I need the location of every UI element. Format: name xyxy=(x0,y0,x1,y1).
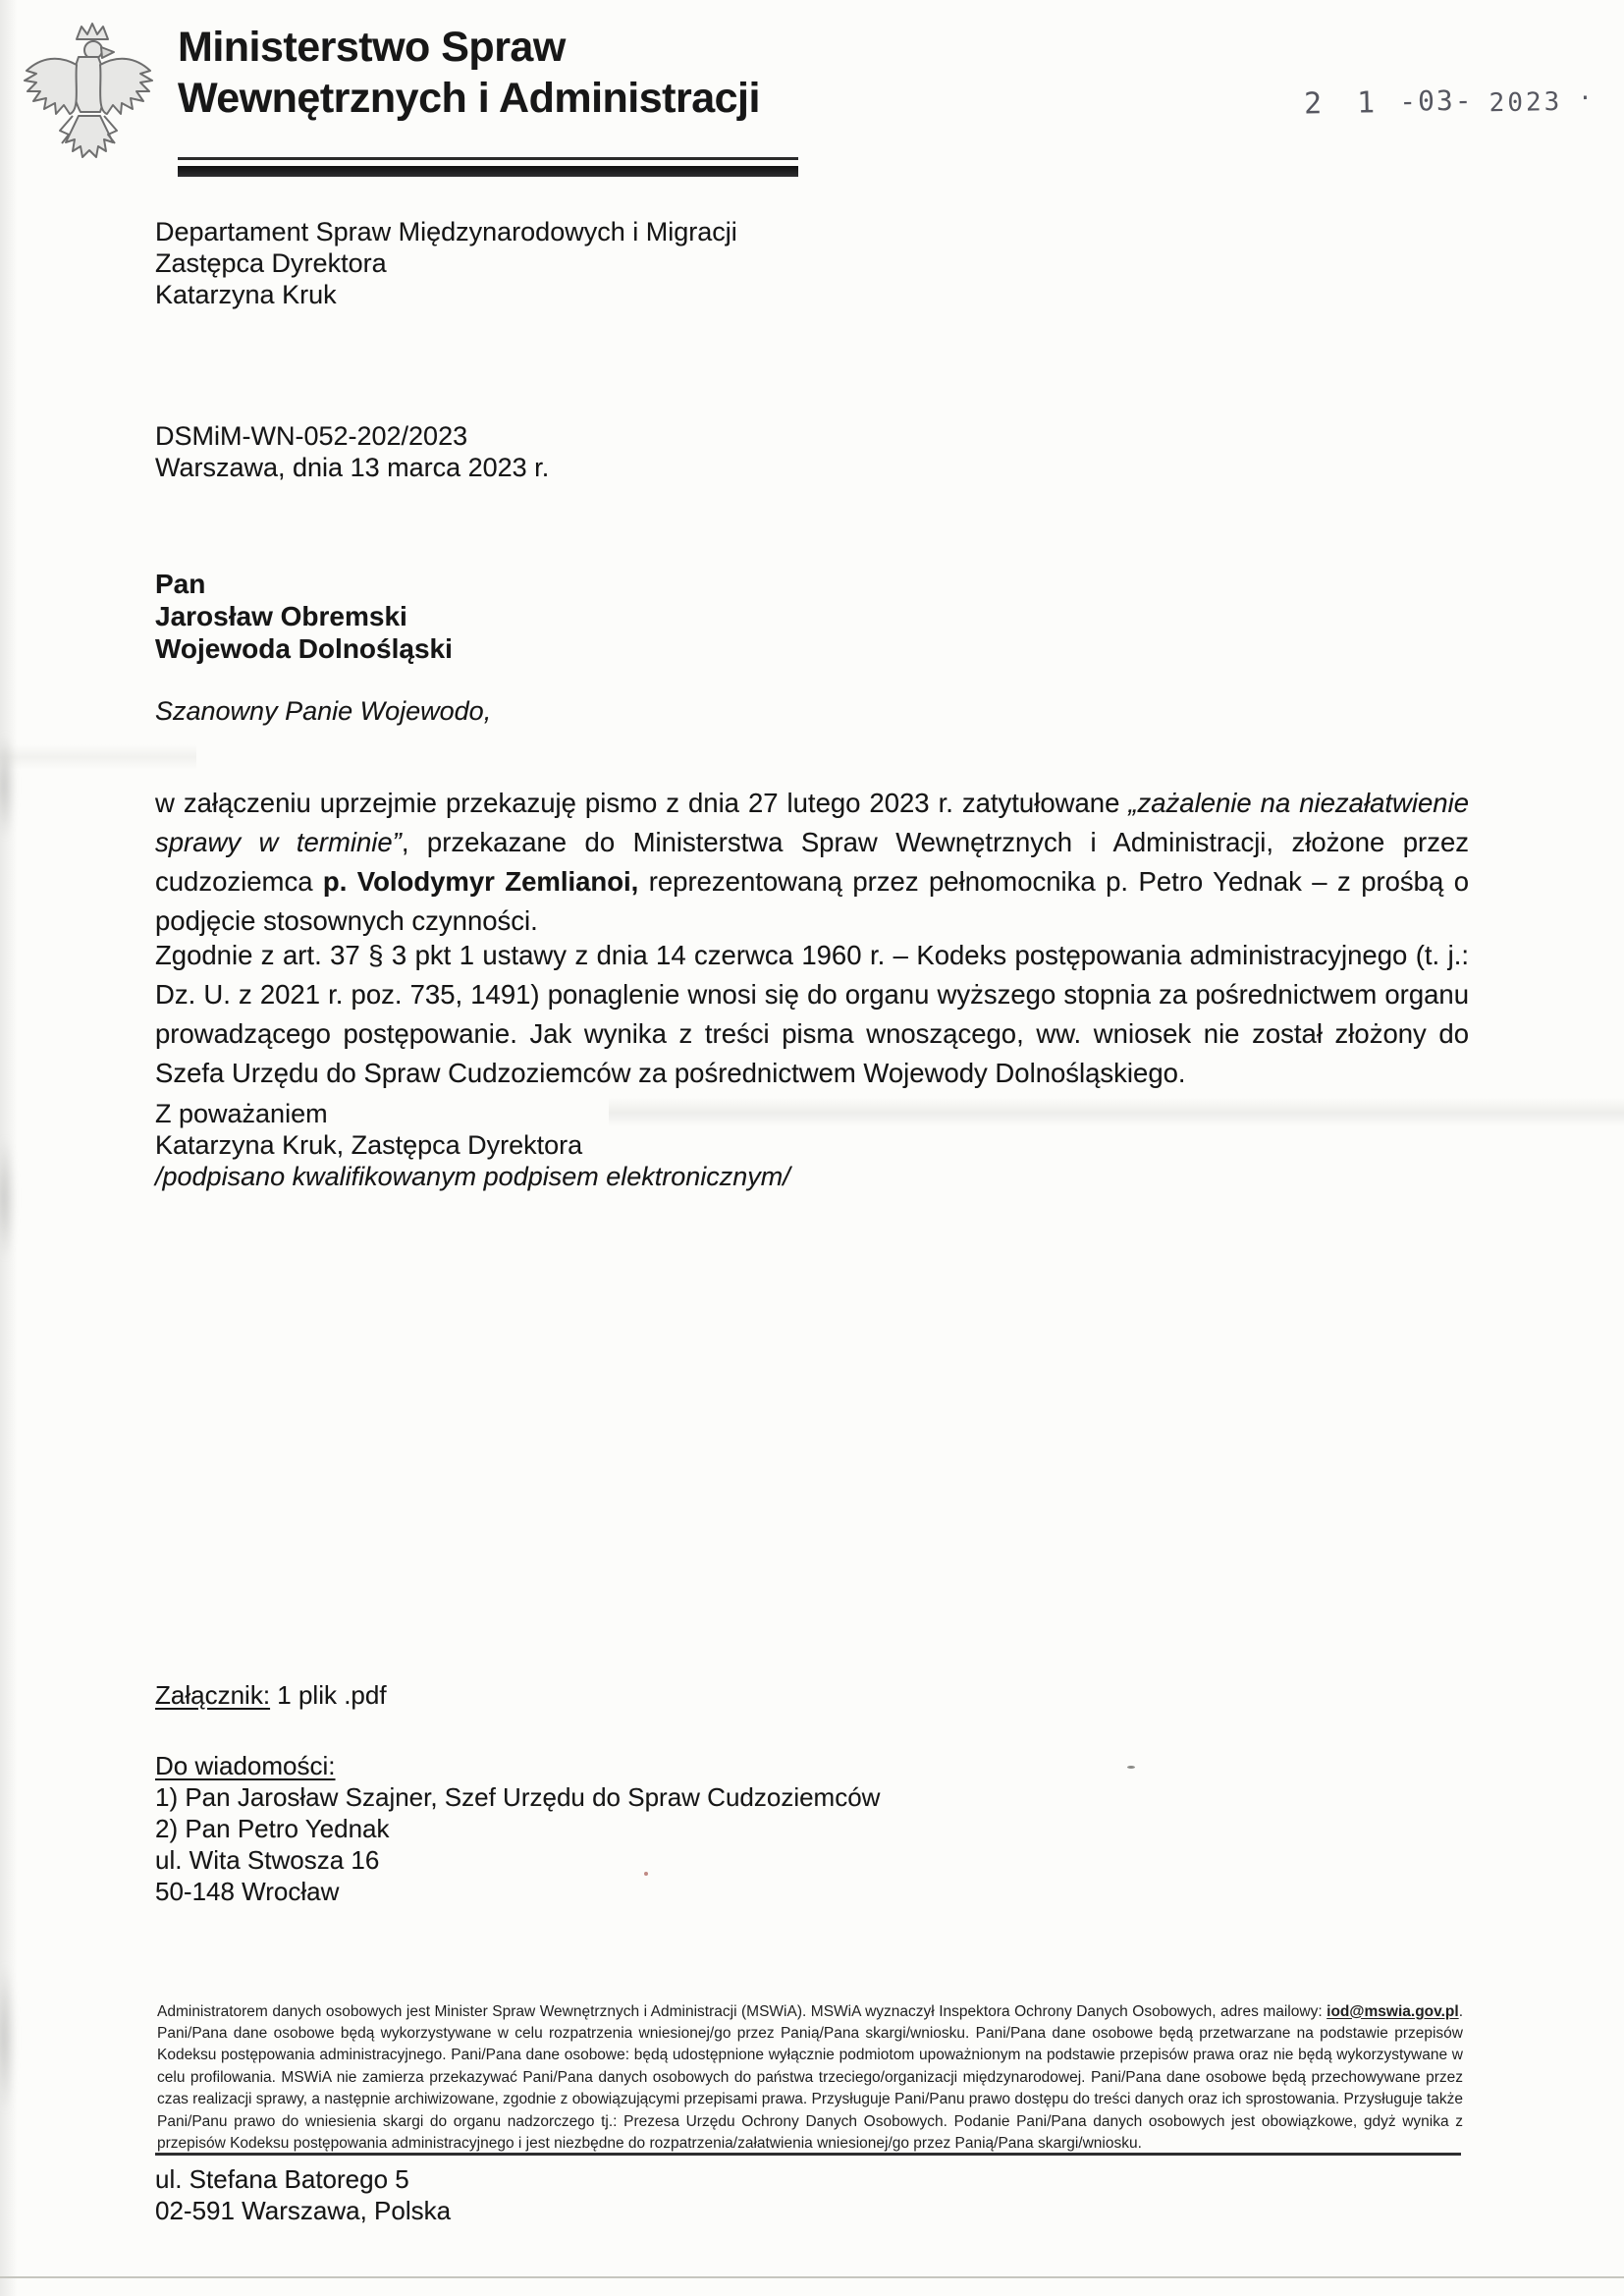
sender-department: Departament Spraw Międzynarodowych i Migracji xyxy=(155,217,737,246)
quoted-complaint-title: „zażalenie na niezałatwienie sprawy w terminie” xyxy=(155,787,1469,857)
sender-name: Katarzyna Kruk xyxy=(155,280,337,309)
attachment-line xyxy=(155,1679,387,1711)
scan-bottom-edge-line xyxy=(0,2276,1624,2278)
polish-eagle-emblem-icon xyxy=(18,14,155,173)
stamp-year: 2023 xyxy=(1489,86,1563,119)
privacy-contact-email: iod@mswia.gov.pl xyxy=(1326,2002,1459,2020)
sender-block xyxy=(155,216,737,310)
scan-speck xyxy=(1127,1766,1135,1769)
letterhead-rule-thin xyxy=(178,157,798,160)
footer-rule xyxy=(155,2153,1461,2156)
attachment-value: 1 plik .pdf xyxy=(270,1680,387,1710)
cc-item: 1) Pan Jarosław Szajner, Szef Urzędu do Spraw Cudzoziemców xyxy=(155,1782,881,1812)
scan-smudge xyxy=(0,1954,16,2121)
cc-item: ul. Wita Stwosza 16 xyxy=(155,1845,380,1875)
paragraph1-text: w załączeniu uprzejmie przekazuję pismo z dnia 27 lutego 2023 r. zatytułowane xyxy=(155,787,1129,818)
paragraph1-text: reprezentowaną przez pełnomocnika p. Petro Yednak – z prośbą o podjęcie stosownych czynności. xyxy=(155,865,1469,936)
sender-title: Zastępca Dyrektora xyxy=(155,248,387,278)
stamp-dot: · xyxy=(1577,83,1593,112)
privacy-notice-text: Administratorem danych osobowych jest Minister Spraw Wewnętrznych i Administracji (MSWiA). MSWiA wyznaczył Inspektora Ochrony Danych Osobowych, adres mailowy: xyxy=(157,2002,1327,2020)
footer-address-city: 02-591 Warszawa, Polska xyxy=(155,2196,452,2225)
ministry-name-line1: Ministerstwo Spraw xyxy=(178,24,566,71)
recipient-salutation: Pan xyxy=(155,569,206,599)
cc-item: 2) Pan Petro Yednak xyxy=(155,1814,390,1843)
place-and-date: Warszawa, dnia 13 marca 2023 r. xyxy=(155,453,550,482)
recipient-block xyxy=(155,568,453,665)
ministry-name-line2: Wewnętrznych i Administracji xyxy=(178,75,760,122)
privacy-notice xyxy=(157,2001,1463,2156)
closing-block xyxy=(155,1098,790,1192)
cc-label: Do wiadomości: xyxy=(155,1751,336,1780)
stamp-day: 2 1 xyxy=(1303,85,1384,122)
privacy-notice-text: . Pani/Pana dane osobowe będą wykorzystywane w celu rozpatrzenia wniesionej/go przez Panią/Pana skargi/wniosku. Pani/Pana dane osobowe będą przetwarzane na podstawie przepisów Kodeksu postępowania administracyjnego. Pani/Pana dane osobowe: będą udostępnione wyłącznie podmiotom upoważnionym na podstawie przepisów prawa oraz nie będą wykorzystywane w celu profilowania. MSWiA nie zamierza przekazywać Pani/Pana danych osobowych do państwa trzeciego/organizacji międzynarodowej. Pani/Pana dane osobowe będą przechowywane przez czas realizacji sprawy, a następnie archiwizowane, zgodnie z obowiązującymi przepisami prawa. Przysługuje Pani/Panu prawo dostępu do treści danych oraz ich sprostowania. Przysługuje także Pani/Panu prawo do wniesienia skargi do organu nadzorczego tj.: Prezesa Urzędu Ochrony Danych Osobowych. Podanie Pani/Pana danych osobowych jest obowiązkowe, gdyż wynika z przepisów Kodeksu postępowania administracyjnego i jest niezbędne do rozpatrzenia/załatwienia wniesionej/go przez Panią/Pana skargi/wniosku. xyxy=(157,2002,1463,2152)
closing-signer: Katarzyna Kruk, Zastępca Dyrektora xyxy=(155,1130,583,1160)
recipient-title: Wojewoda Dolnośląski xyxy=(155,633,453,664)
cc-item: 50-148 Wrocław xyxy=(155,1877,340,1906)
greeting-line: Szanowny Panie Wojewodo, xyxy=(155,696,492,726)
foreigner-name: p. Volodymyr Zemlianoi, xyxy=(322,865,639,897)
body-paragraph-2: Zgodnie z art. 37 § 3 pkt 1 ustawy z dnia 14 czerwca 1960 r. – Kodeks postępowania administracyjnego (t. j.: Dz. U. z 2021 r. poz. 735, 1491) ponaglenie wnosi się do organu wyższego stopnia za pośrednictwem organu prowadzącego postępowanie. Jak wynika z treści pisma wnoszącego, ww. wniosek nie został złożony do Szefa Urzędu do Spraw Cudzoziemców za pośrednictwem Wojewody Dolnośląskiego. xyxy=(155,939,1469,1088)
attachment-label: Załącznik: xyxy=(155,1680,271,1710)
letterhead-rule-thick xyxy=(178,166,798,177)
received-date-stamp xyxy=(1304,82,1593,121)
scan-smudge xyxy=(0,1129,16,1267)
paper-wrinkle xyxy=(0,744,196,770)
footer-address-street: ul. Stefana Batorego 5 xyxy=(155,2164,409,2194)
reference-block xyxy=(155,420,549,483)
cc-block xyxy=(155,1750,880,1907)
recipient-name: Jarosław Obremski xyxy=(155,601,407,631)
footer-address xyxy=(155,2163,451,2226)
closing-farewell: Z poważaniem xyxy=(155,1099,328,1128)
paragraph1-text: , przekazane do Ministerstwa Spraw Wewnętrznych i Administracji, złożone przez cudzoziemca xyxy=(155,826,1469,897)
case-number: DSMiM-WN-052-202/2023 xyxy=(155,421,468,451)
stamp-month: -03- xyxy=(1398,83,1474,118)
body-paragraph-1 xyxy=(155,784,1469,941)
ministry-name xyxy=(178,22,760,124)
electronic-signature-note: /podpisano kwalifikowanym podpisem elektronicznym/ xyxy=(155,1162,790,1191)
